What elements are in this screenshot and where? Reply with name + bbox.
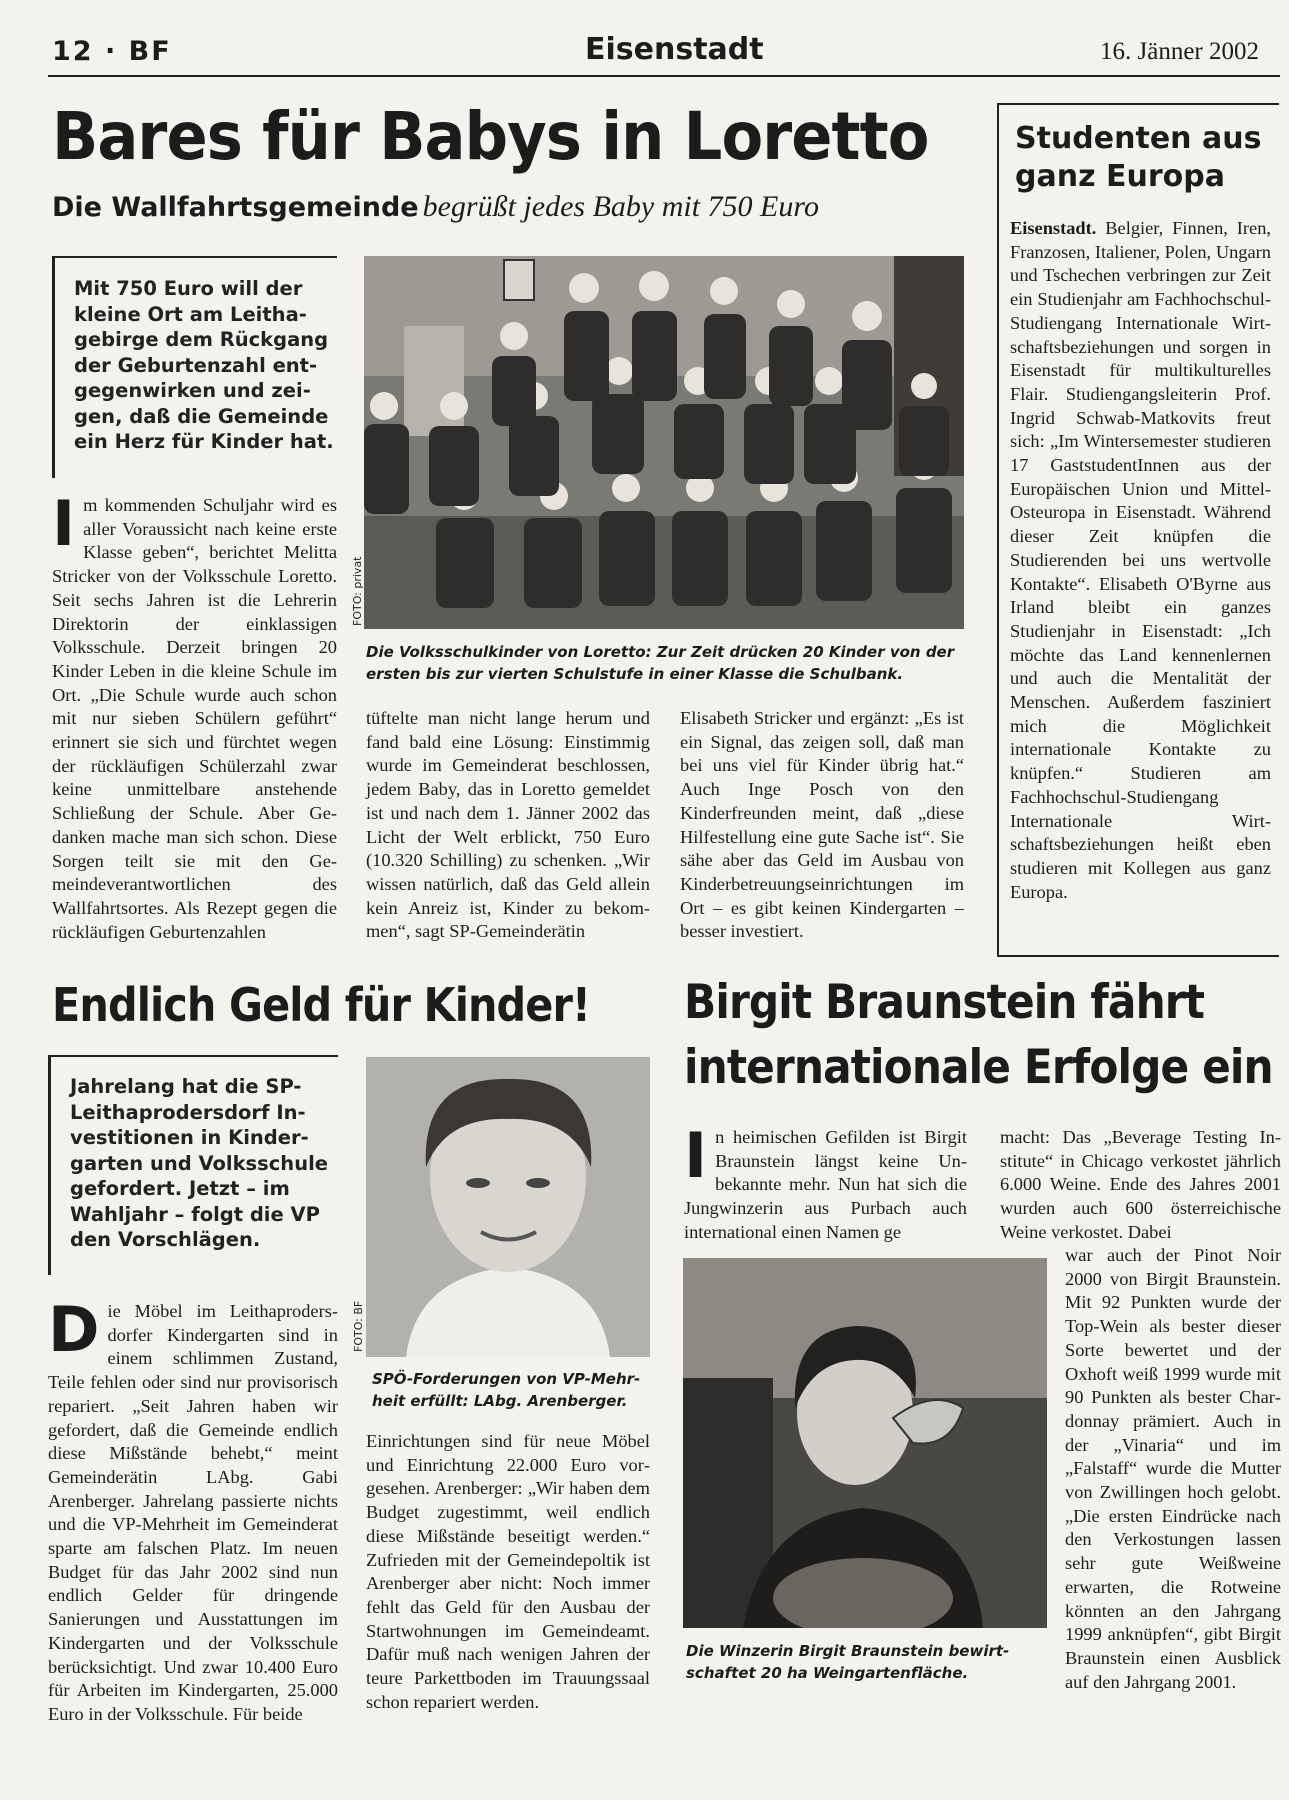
sidebar-text: Belgier, Finnen, Iren, Franzosen, Italiener, Polen, Ungarn und Tschechen verbringen zur Zeit ein Studienjahr am Fachhochschul-Studiengang Internationale Wirtschaftsbeziehungen und sorgen in Eisenstadt für multikulturelles Flair. Studiengangsleiterin Prof. Ingrid Schwab-Matkovits freut sich: „Im Wintersemester studieren 17 GaststudentInnen aus der Europäischen Union und Mittel-Osteuropa in Eisenstadt. Während dieser Zeit knüpfen die Studierenden bei uns wertvolle Kontakte“. Elisabeth O'Byrne aus Irland bleibt ein ganzes Studienjahr in Eisenstadt: „Ich möchte das Land kennenlernen und auch die Mentalität der Menschen. Außerdem fasziniert mich die Möglichkeit internationale Kontakte zu knüpfen.“ Studieren am Fachhochschul-Studiengang Internationale Wirtschaftsbeziehungen heißt eben studieren mit Kollegen aus ganz Europa. [1010,218,1271,902]
sidebar-headline: Studenten aus ganz Europa [1015,121,1262,194]
subhead-bold: Die Wallfahrtsgemeinde [52,192,419,223]
article2-lead: Jahrelang hat die SP-Leithaprodersdorf Investitionen in Kindergarten und Volksschule gefordert. Jetzt – im Wahljahr – folgt die VP den Vorschlägen. [70,1075,328,1251]
article2-caption: SPÖ-Forderungen von VP-Mehrheit erfüllt: LAbg. Arenberger. [372,1370,641,1410]
article2-col1-text: ie Möbel im Leithaprodersdorfer Kindergarten sind in einem schlimmen Zustand, Teile fehlen oder sind nur provisorisch repariert. „Seit Jahren haben wir gefordert, daß die Gemeinde endlich diese Mißstände behebt,“ meint Gemeinderätin LAbg. Gabi Arenberger. Jahrelang passierte nichts und die VP-Mehrheit im Gemeinderat sparte am falschen Platz. Im neuen Budget für das Jahr 2002 sind nun endlich Gelder für dringende Sanierungen und Ausstattungen im Kindergarten und der Volksschule berücksichtigt. Und zwar 10.400 Euro für Arbeiten im Kindergarten, 25.000 Euro in der Volksschule. Für beide [48,1301,338,1724]
article3-headline-line1: Birgit Braunstein fährt [684,975,1205,1030]
article3-col1-text: n heimischen Gefilden ist Birgit Braunstein längst keine Unbekannte mehr. Nun hat sich die Jungwinzerin aus Purbach auch international einen Namen ge [684,1127,967,1242]
article2-headline: Endlich Geld für Kinder! [52,978,590,1032]
page-number: 12 · BF [52,36,172,67]
sidebar-body [1010,217,1271,904]
class-photo [364,256,964,629]
article3-column-2-top: macht: Das „Beverage Testing Institute“ in Chicago verkostet jährlich 6.000 Weine. Ende des Jahres 2001 wurden auch 600 österreichische Weine verkostet. Dabei [1000,1127,1281,1242]
subhead-italic: begrüßt jedes Baby mit 750 Euro [422,190,819,223]
winemaker-photo [683,1258,1047,1628]
sidebar-dateline: Eisenstadt. [1010,218,1097,238]
article2-column-2: Einrichtungen sind für neue Möbel und Einrichtung 22.000 Euro vorgesehen. Arenberger: „Wir haben dem Budget zugestimmt, weil endlich diese Mißstände beseitigt werden.“ Zufrieden mit der Gemeindepoltik ist Arenberger aber nicht: Noch immer fehlt das Geld für den Ausbau der Startwohnungen im Gemeindeamt. Dafür muß nach wenigen Jahren der teure Parkettboden im Trauungssaal schon repariert werden. [366,1431,650,1712]
article1-lead: Mit 750 Euro will der kleine Ort am Leithagebirge dem Rückgang der Geburtenzahl entgegenwirken und zeigen, daß die Gemeinde ein Herz für Kinder hat. [74,277,334,453]
article1-col1-text: m kommenden Schuljahr wird es aller Voraussicht nach keine erste Klasse geben“, berichtet Melitta Stricker von der Volksschule Loretto. Seit sechs Jahren ist die Lehrerin Direktorin der einklassigen Volksschule. Derzeit bringen 20 Kinder Leben in die kleine Schule im Ort. „Die Schule wurde auch schon mit nur sieben Schülern geführt“ erinnert sie sich und fürchtet wegen der rückläufigen Schülerzahl zwar keine unmittelbare anstehende Schließung der Schule. Aber Gedanken mache man sich schon. Diese Sorgen teilt sie mit den Gemeindeverantwortlichen des Wallfahrtsortes. Als Rezept gegen die rückläufigen Geburtenzahlen [52,495,337,942]
article1-headline: Bares für Babys in Loretto [52,98,929,175]
dropcap: D [48,1293,100,1366]
header-rule [48,75,1280,77]
article1-column-1 [52,487,337,944]
article3-column-2-rest: war auch der Pinot Noir 2000 von Birgit Braunstein. Mit 92 Punkten wurde der Top-Wein als bester dieser Sorte bewertet und der Oxhoft weiß 1999 wurde mit 90 Punkten als bester Chardonnay prämiert. Auch in der „Vinaria“ und im „Falstaff“ wurde die Mutter von Zwillingen hoch gelobt. „Die ersten Eindrücke nach den Verkostungen lassen sehr gute Weißweine erwarten, die Rotweine könnten an den Jahrgang 1999 anknüpfen“, gibt Birgit Braunstein einen Ausblick auf den Jahrgang 2001. [1065,1245,1281,1692]
lead-box-left-rule [52,256,55,478]
article3-headline-line2: internationale Erfolge ein [684,1040,1273,1095]
dropcap: I [684,1119,708,1192]
lead-box-top-rule [48,1055,338,1057]
article1-column-3: Elisabeth Stricker und ergänzt: „Es ist ein Signal, das zeigen soll, daß man bei uns viel für Kinder übrig hat.“ Auch Inge Posch von den Kinderfreunden meint, daß „diese Hilfestellung eine gute Sache ist“. Sie sähe aber das Geld im Ausbau von Kinderbetreuungseinrichtungen im Ort – es gibt keinen Kindergarten – besser investiert. [680,708,964,942]
article1-column-2: tüftelte man nicht lange herum und fand bald eine Lösung: Einstimmig wurde im Gemeinderat beschlossen, jedem Baby, das in Loretto gemeldet ist und nach dem 1. Jänner 2002 das Licht der Welt erblickt, 750 Euro (10.320 Schilling) zu schenken. „Wir wissen natürlich, daß das Geld allein kein Anreiz ist, Kinder zu bekommen“, sagt SP-Gemeinderätin [366,708,650,942]
section-title: Eisenstadt [585,32,764,67]
portrait-photo [366,1057,650,1357]
lead-box-left-rule [48,1055,51,1275]
article1-subhead [52,190,819,224]
article3-caption: Die Winzerin Birgit Braunstein bewirtschaftet 20 ha Weingartenfläche. [686,1642,1010,1682]
lead-box-top-rule [52,256,337,258]
article2-column-1 [48,1293,338,1727]
article2-photo-credit: FOTO: BF [352,1300,365,1352]
article3-column-1 [684,1119,967,1245]
dropcap: I [52,487,76,560]
issue-date: 16. Jänner 2002 [1100,38,1259,65]
article1-photo-credit: FOTO: privat [351,556,364,626]
article1-caption: Die Volksschulkinder von Loretto: Zur Zeit drücken 20 Kinder von der ersten bis zur vierten Schulstufe in einer Klasse die Schulbank. [366,643,955,683]
